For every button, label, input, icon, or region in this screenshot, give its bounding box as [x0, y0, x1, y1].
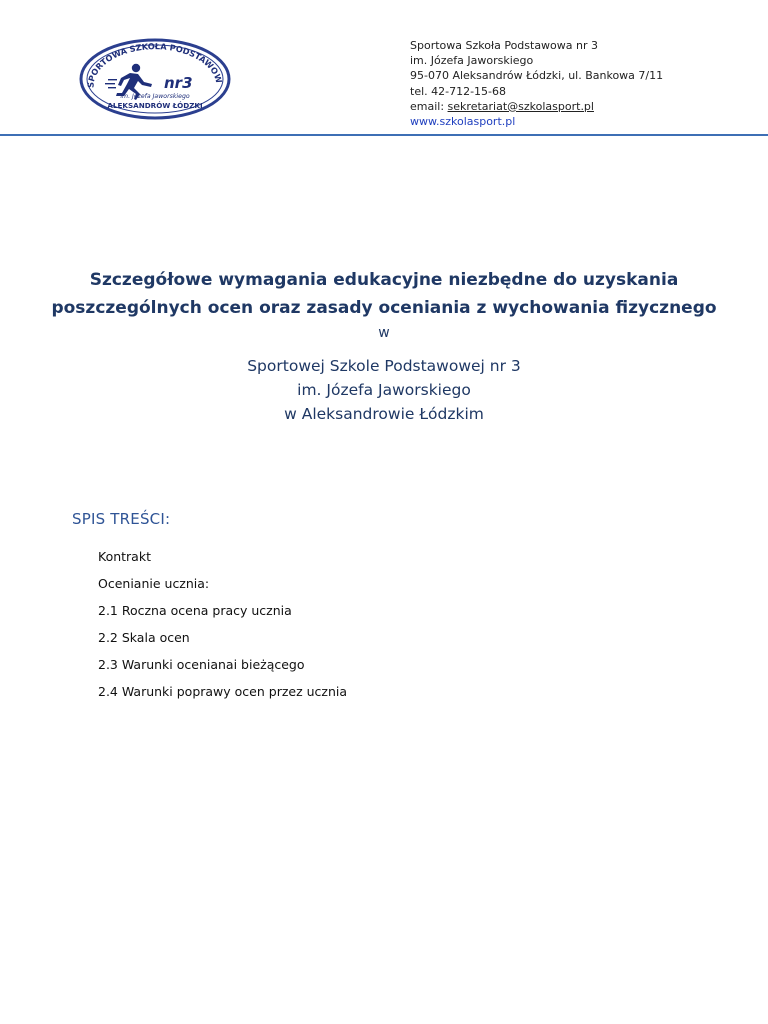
school-line-1: Sportowej Szkole Podstawowej nr 3 — [247, 357, 521, 375]
school-logo — [78, 38, 232, 120]
contact-phone: tel. 42-712-15-68 — [410, 84, 507, 98]
toc-item-2-4[interactable]: 2.4 Warunki poprawy ocen przez ucznia — [98, 684, 348, 699]
contact-email-row — [410, 99, 663, 114]
contact-email-label: email: — [410, 99, 448, 113]
title-line-1: Szczegółowe wymagania edukacyjne niezbędne do uzyskania — [89, 270, 679, 290]
logo-city: ALEKSANDRÓW ŁÓDZKI — [107, 101, 203, 110]
contact-school-name: Sportowa Szkoła Podstawowa nr 3 — [410, 39, 599, 52]
contact-website-link[interactable]: www.szkolasport.pl — [410, 115, 516, 129]
contact-block — [410, 38, 663, 129]
toc-item-2-3[interactable]: 2.3 Warunki ocenianai bieżącego — [98, 657, 305, 672]
title-line-2: poszczególnych ocen oraz zasady oceniania z wychowania fizycznego — [51, 298, 717, 318]
school-name-block — [0, 354, 768, 426]
contact-email-link[interactable]: sekretariat@szkolasport.pl — [447, 99, 594, 113]
header-divider — [0, 134, 768, 136]
logo-patron: im. Józefa Jaworskiego — [120, 93, 190, 100]
logo-emblem — [78, 38, 232, 120]
document-title — [0, 266, 768, 426]
toc-item-2-1[interactable]: 2.1 Roczna ocena pracy ucznia — [98, 603, 292, 618]
toc-item-2-2[interactable]: 2.2 Skala ocen — [98, 630, 190, 645]
school-line-3: w Aleksandrowie Łódzkim — [284, 405, 484, 423]
title-connector: w — [378, 325, 390, 341]
school-line-2: im. Józefa Jaworskiego — [297, 381, 471, 399]
logo-number: nr3 — [164, 74, 193, 92]
contact-address: 95-070 Aleksandrów Łódzki, ul. Bankowa 7/11 — [410, 69, 664, 83]
logo-arc-text: SPORTOWA SZKOŁA PODSTAWOW — [85, 41, 225, 89]
table-of-contents — [98, 549, 347, 711]
toc-item-ocenianie[interactable]: Ocenianie ucznia: — [98, 576, 210, 591]
contact-patron: im. Józefa Jaworskiego — [410, 54, 534, 68]
toc-heading: SPIS TREŚCI: — [72, 510, 171, 528]
toc-item-kontrakt[interactable]: Kontrakt — [98, 549, 151, 564]
